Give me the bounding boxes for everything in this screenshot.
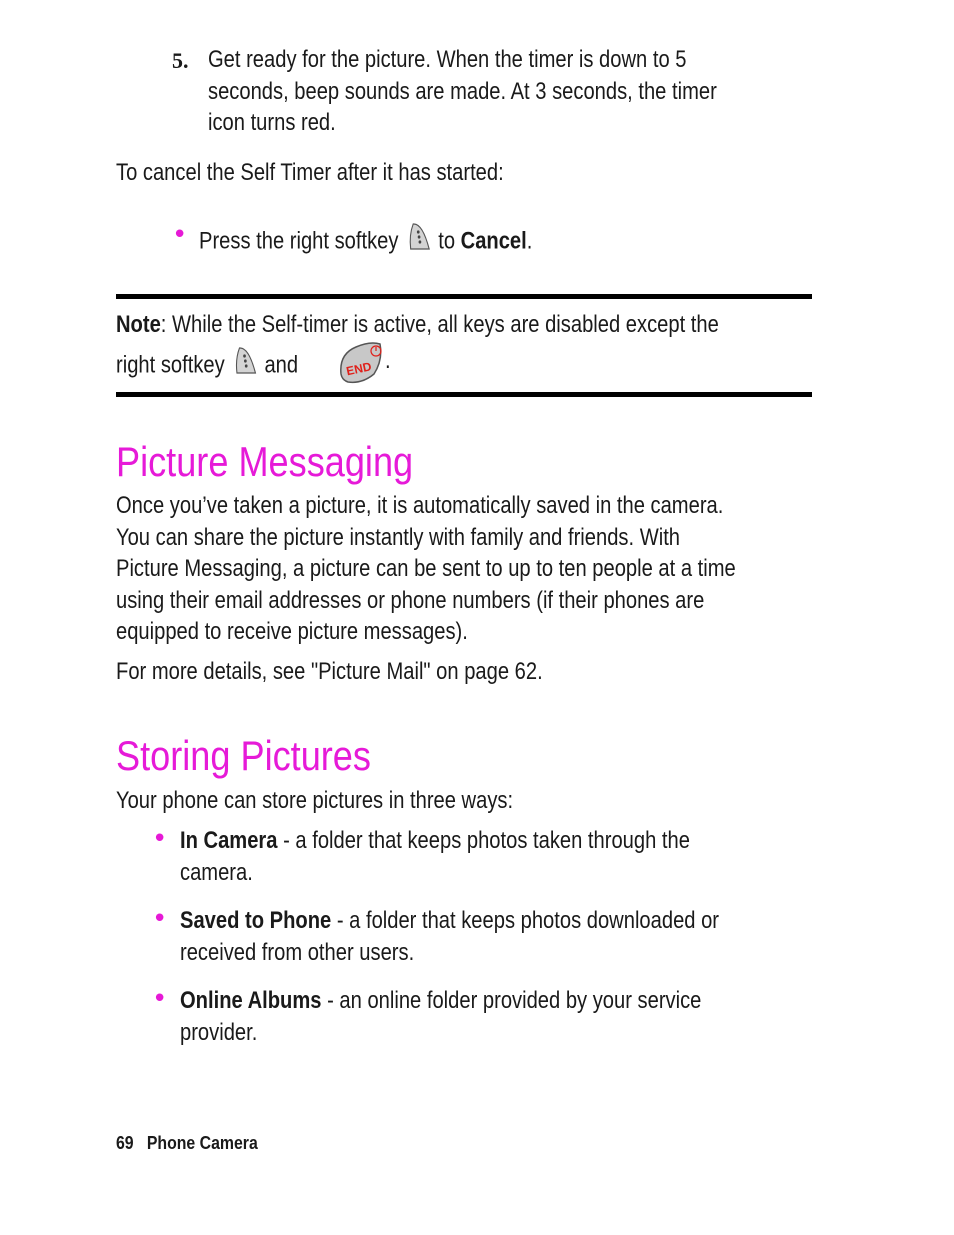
item-term: In Camera bbox=[180, 827, 278, 854]
item-line-2: provider. bbox=[180, 1018, 258, 1046]
list-item bbox=[180, 825, 690, 888]
step-5-line: seconds, beep sounds are made. At 3 seconds, the timer bbox=[208, 77, 717, 105]
list-item bbox=[180, 985, 701, 1048]
end-key-label: END bbox=[345, 359, 373, 379]
cancel-bullet-to: to bbox=[438, 227, 456, 255]
item-term: Online Albums bbox=[180, 987, 322, 1014]
cancel-bullet-prefix: Press the right softkey bbox=[199, 227, 399, 255]
note-label: Note bbox=[116, 311, 161, 338]
right-softkey-icon bbox=[404, 221, 433, 264]
paragraph-line: You can share the picture instantly with family and friends. With bbox=[116, 523, 681, 551]
section-heading-picture-messaging: Picture Messaging bbox=[116, 438, 414, 485]
note-period: . bbox=[385, 347, 391, 374]
note-line-1 bbox=[116, 309, 719, 341]
section-heading-storing-pictures: Storing Pictures bbox=[116, 732, 371, 779]
paragraph-line: Picture Messaging, a picture can be sent to up to ten people at a time bbox=[116, 555, 736, 582]
note-bottom-rule bbox=[116, 392, 812, 397]
item-line-2: camera. bbox=[180, 858, 253, 886]
item-description: - a folder that keeps photos downloaded or bbox=[331, 907, 720, 934]
note-text: : While the Self-timer is active, all keys are disabled except the bbox=[160, 311, 719, 338]
cancel-suffix: . bbox=[526, 227, 533, 255]
note-top-rule bbox=[116, 294, 812, 299]
bullet-icon: • bbox=[152, 904, 168, 934]
step-5-text bbox=[208, 44, 717, 139]
item-description: - a folder that keeps photos taken through the bbox=[277, 827, 690, 854]
cancel-intro: To cancel the Self Timer after it has started: bbox=[116, 159, 504, 186]
note-line-2 bbox=[116, 345, 298, 388]
step-5-line: Get ready for the picture. When the timer is down to 5 bbox=[208, 46, 687, 73]
end-key-icon bbox=[336, 338, 386, 391]
bullet-icon: • bbox=[152, 824, 168, 854]
paragraph-line: equipped to receive picture messages). bbox=[116, 618, 468, 645]
cancel-bullet-text bbox=[199, 221, 532, 264]
note-and: and bbox=[264, 351, 299, 379]
list-item bbox=[180, 905, 719, 968]
item-description: - an online folder provided by your service bbox=[321, 987, 702, 1014]
bullet-icon: • bbox=[172, 220, 188, 250]
note-line-2-prefix: right softkey bbox=[116, 351, 225, 379]
page-footer bbox=[116, 1133, 258, 1154]
item-term: Saved to Phone bbox=[180, 907, 332, 934]
bullet-icon: • bbox=[152, 984, 168, 1014]
cancel-action: Cancel bbox=[460, 227, 527, 255]
step-5-line: icon turns red. bbox=[208, 109, 336, 136]
page-number: 69 bbox=[116, 1133, 134, 1153]
paragraph-line: using their email addresses or phone numbers (if their phones are bbox=[116, 586, 705, 614]
right-softkey-icon bbox=[230, 345, 259, 388]
step-number: 5. bbox=[172, 48, 189, 73]
paragraph-line: Once you’ve taken a picture, it is automatically saved in the camera. bbox=[116, 492, 724, 519]
picture-messaging-paragraph bbox=[116, 490, 736, 648]
picture-mail-reference: For more details, see "Picture Mail" on page 62. bbox=[116, 658, 543, 685]
item-line-2: received from other users. bbox=[180, 938, 415, 966]
footer-section-title: Phone Camera bbox=[146, 1133, 258, 1153]
storing-intro: Your phone can store pictures in three ways: bbox=[116, 787, 514, 814]
